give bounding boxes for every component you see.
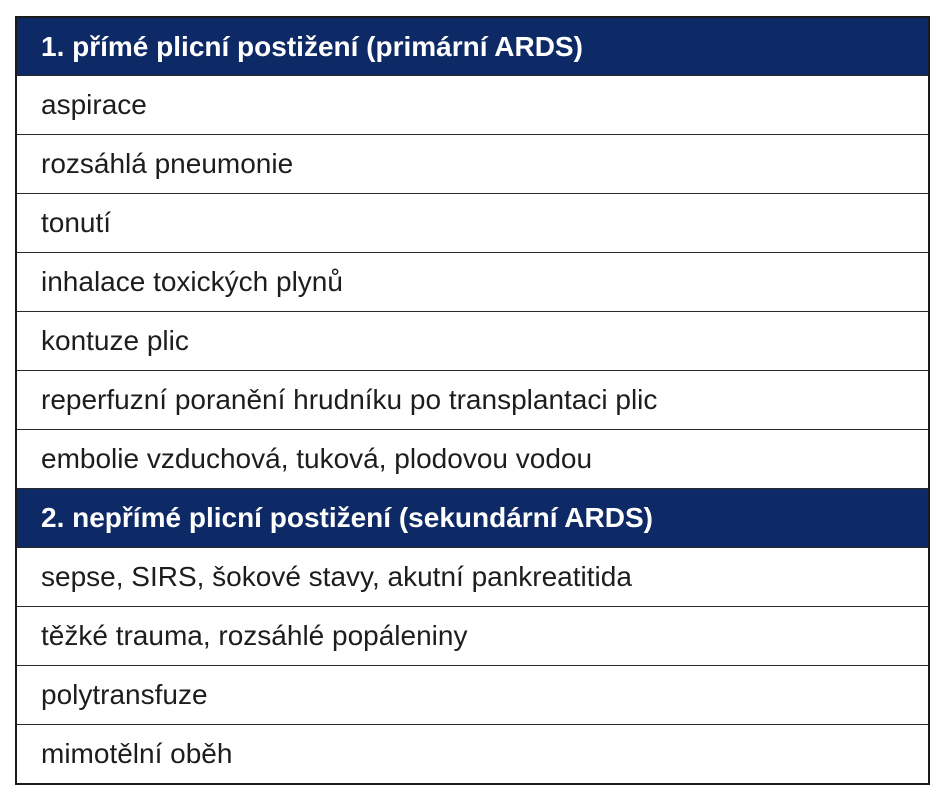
table-row: inhalace toxických plynů <box>17 252 928 311</box>
table-row: těžké trauma, rozsáhlé popáleniny <box>17 606 928 665</box>
table-row: rozsáhlá pneumonie <box>17 134 928 193</box>
ards-causes-table <box>15 16 930 785</box>
table-row: tonutí <box>17 193 928 252</box>
table-row: reperfuzní poranění hrudníku po transplantaci plic <box>17 370 928 429</box>
table-row: embolie vzduchová, tuková, plodovou vodou <box>17 429 928 488</box>
table-row: sepse, SIRS, šokové stavy, akutní pankreatitida <box>17 547 928 606</box>
table-row: mimotělní oběh <box>17 724 928 783</box>
table-row: aspirace <box>17 75 928 134</box>
section-heading-primary: 1. přímé plicní postižení (primární ARDS) <box>17 18 928 75</box>
table-row: polytransfuze <box>17 665 928 724</box>
section-heading-secondary: 2. nepřímé plicní postižení (sekundární ARDS) <box>17 488 928 547</box>
table-row: kontuze plic <box>17 311 928 370</box>
